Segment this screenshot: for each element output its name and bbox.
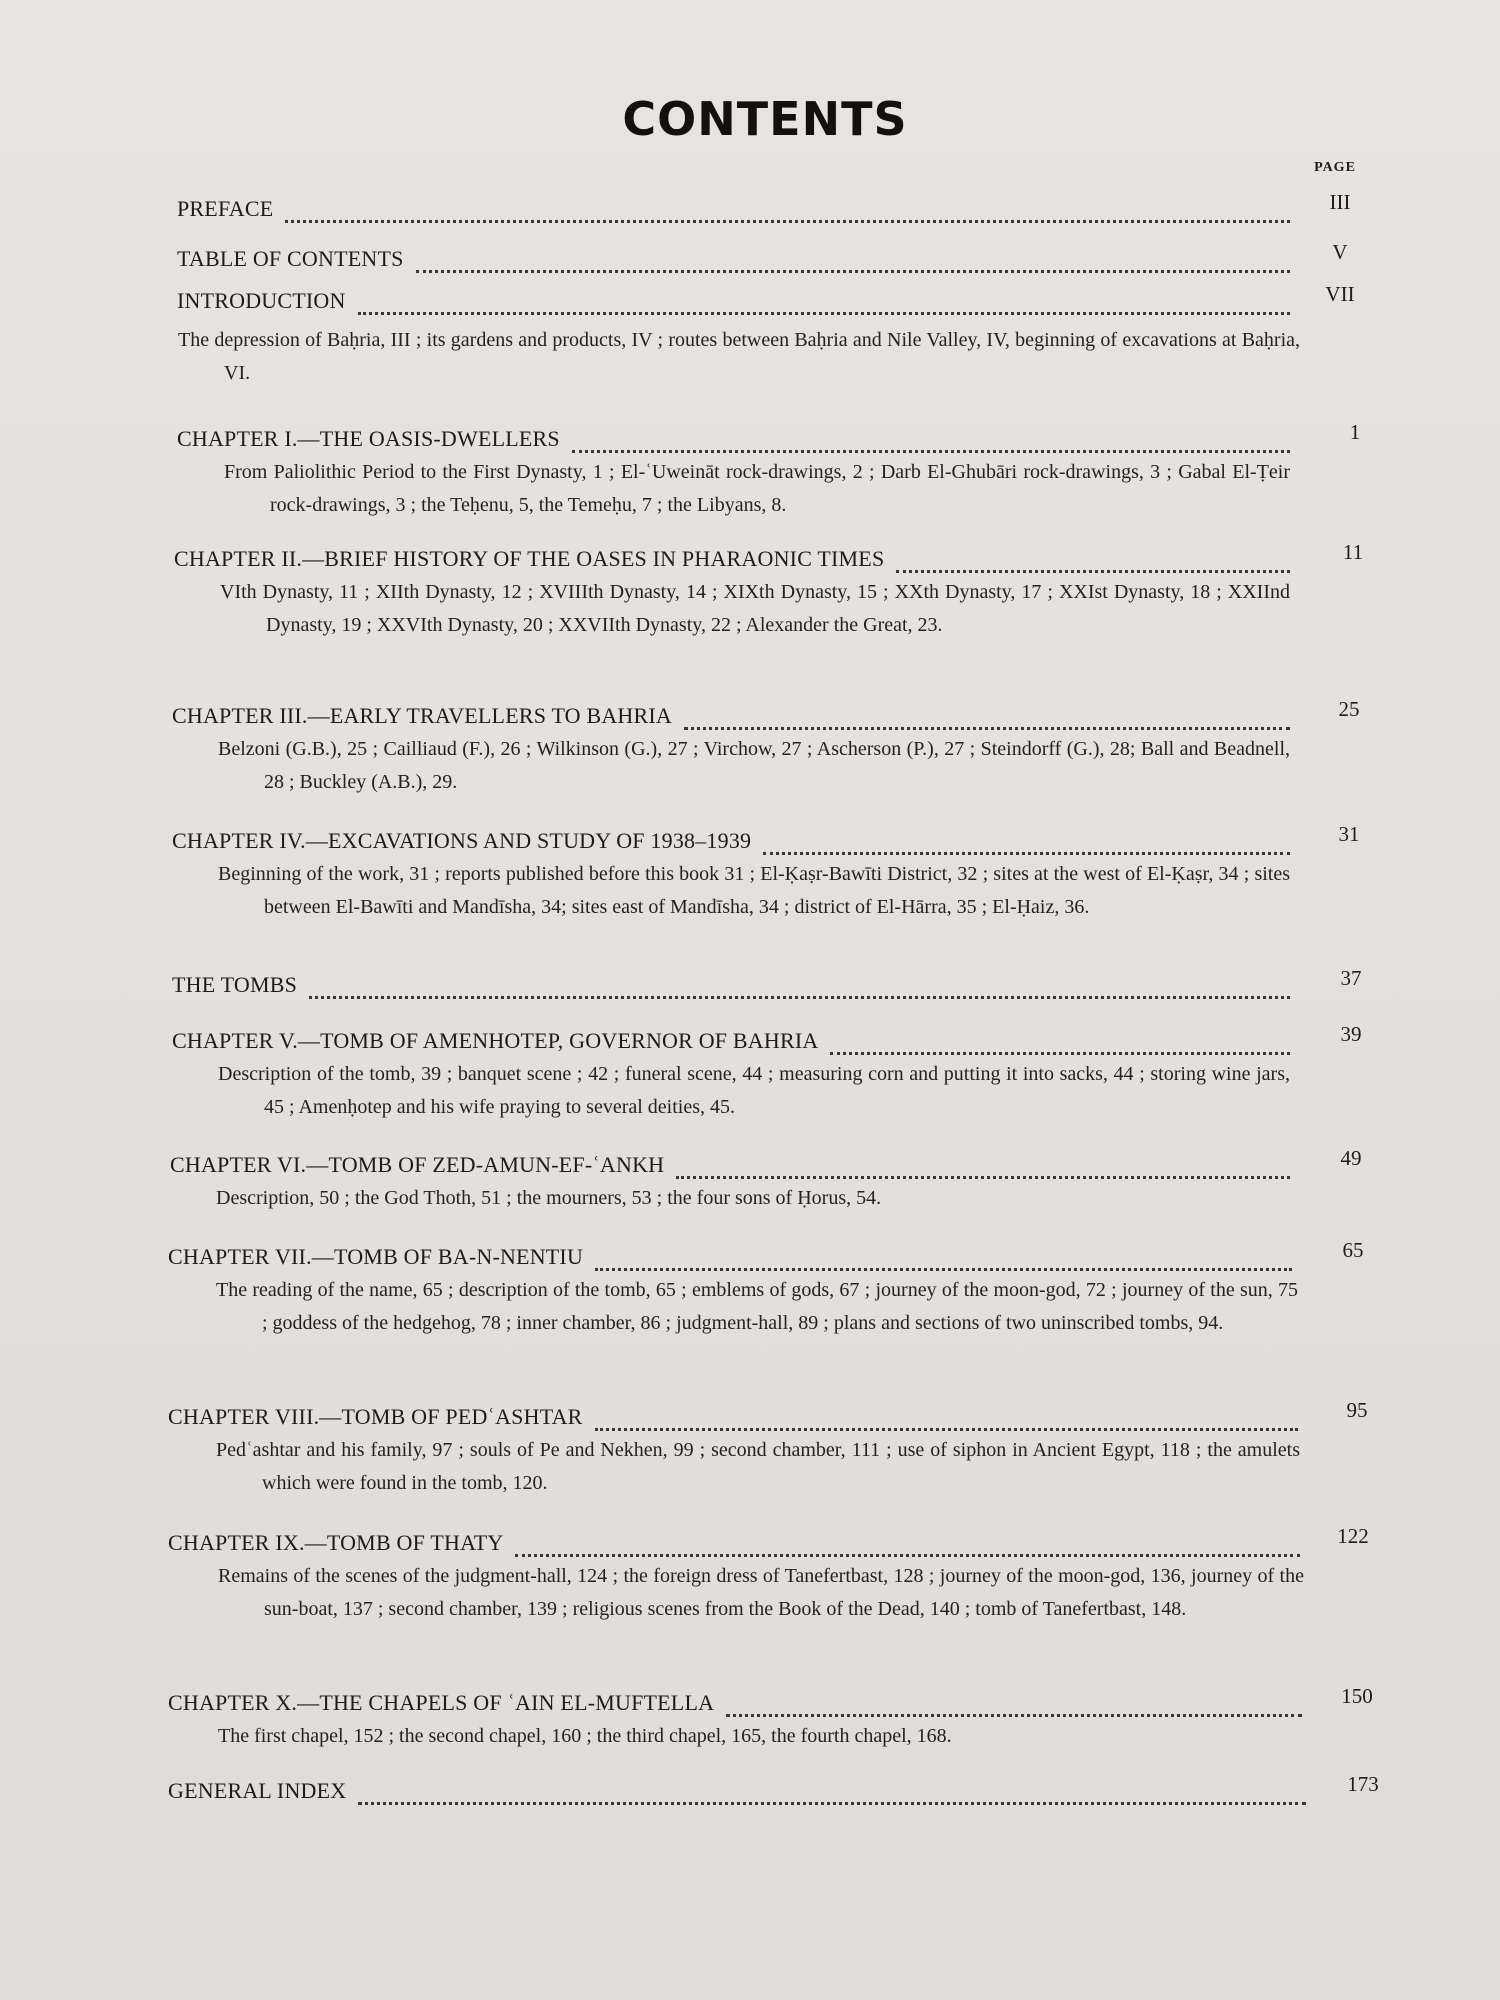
toc-heading: THE TOMBS <box>172 972 298 997</box>
toc-entry <box>0 240 1500 276</box>
toc-heading-line <box>0 420 1500 456</box>
toc-heading: INTRODUCTION <box>177 288 346 313</box>
toc-heading: TABLE OF CONTENTS <box>177 246 404 271</box>
toc-description: VIth Dynasty, 11 ; XIIth Dynasty, 12 ; XVIIIth Dynasty, 14 ; XIXth Dynasty, 15 ; XXth Dynasty, 17 ; XXIst Dynasty, 18 ; XXIInd Dynasty, 19 ; XXVIth Dynasty, 20 ; XXVIIth Dynasty, 22 ; Alexander the Great, 23. <box>220 581 1290 636</box>
dot-leader <box>763 842 1290 855</box>
toc-heading: CHAPTER X.—THE CHAPELS OF ʿAIN EL-MUFTELLA <box>168 1690 715 1715</box>
toc-page-number: 65 <box>1342 1238 1364 1262</box>
toc-heading: CHAPTER V.—TOMB OF AMENHOTEP, GOVERNOR OF BAHRIA <box>172 1028 819 1053</box>
toc-heading: CHAPTER VIII.—TOMB OF PEDʿASHTAR <box>168 1404 583 1429</box>
toc-entry <box>0 420 1500 522</box>
toc-description: Beginning of the work, 31 ; reports published before this book 31 ; El-Ḳaṣr-Bawīti District, 32 ; sites at the west of El-Ḳaṣr, 34 ; sites between El-Bawīti and Mandīsha, 34; sites east of Mandīsha, 34 ; district of El-Hārra, 35 ; El-Ḥaiz, 36. <box>218 863 1290 918</box>
toc-description: Pedʿashtar and his family, 97 ; souls of Pe and Nekhen, 99 ; second chamber, 111 ; use of siphon in Ancient Egypt, 118 ; the amulets which were found in the tomb, 120. <box>216 1439 1300 1494</box>
toc-entry <box>0 1772 1500 1808</box>
toc-heading: CHAPTER II.—BRIEF HISTORY OF THE OASES IN PHARAONIC TIMES <box>174 546 885 571</box>
dot-leader <box>595 1258 1292 1271</box>
toc-page-number: 122 <box>1337 1524 1369 1548</box>
toc-heading: CHAPTER VII.—TOMB OF BA-N-NENTIU <box>168 1244 584 1269</box>
dot-leader <box>676 1166 1290 1179</box>
toc-heading: CHAPTER III.—EARLY TRAVELLERS TO BAHRIA <box>172 703 673 728</box>
toc-description: Description of the tomb, 39 ; banquet scene ; 42 ; funeral scene, 44 ; measuring corn and putting it into sacks, 44 ; storing wine jars, 45 ; Amenḥotep and his wife praying to several deities, 45. <box>218 1063 1290 1118</box>
toc-entry <box>0 1684 1500 1753</box>
toc-page-number: 1 <box>1349 420 1361 444</box>
toc-page-number: 173 <box>1347 1772 1379 1796</box>
toc-description: The first chapel, 152 ; the second chapel, 160 ; the third chapel, 165, the fourth chapel, 168. <box>218 1725 952 1747</box>
toc-heading-line <box>0 697 1500 733</box>
toc-heading-line <box>0 1684 1500 1720</box>
toc-page-number: 150 <box>1341 1684 1373 1708</box>
toc-description: The depression of Baḥria, III ; its gardens and products, IV ; routes between Baḥria and Nile Valley, IV, beginning of excavations at Baḥria, VI. <box>178 329 1300 384</box>
toc-page-number: V <box>1332 240 1348 264</box>
toc-entry <box>0 966 1500 1002</box>
toc-heading-line <box>0 540 1500 576</box>
toc-page-number: 37 <box>1340 966 1362 990</box>
toc-entry <box>0 1398 1500 1500</box>
toc-page-number: 49 <box>1340 1146 1362 1170</box>
toc-entry <box>0 697 1500 799</box>
toc-page-number: III <box>1329 190 1351 214</box>
toc-heading-line <box>0 966 1500 1002</box>
toc-heading-line <box>0 1238 1500 1274</box>
dot-leader <box>416 260 1290 273</box>
toc-entry <box>0 1238 1500 1340</box>
toc-description: Belzoni (G.B.), 25 ; Cailliaud (F.), 26 ; Wilkinson (G.), 27 ; Virchow, 27 ; Ascherson (P.), 27 ; Steindorff (G.), 28; Ball and Beadnell, 28 ; Buckley (A.B.), 29. <box>218 738 1290 793</box>
toc-page-number: 31 <box>1338 822 1360 846</box>
toc-heading: CHAPTER IV.—EXCAVATIONS AND STUDY OF 1938–1939 <box>172 828 752 853</box>
toc-heading-line <box>0 240 1500 276</box>
toc-description: From Paliolithic Period to the First Dynasty, 1 ; El-ʿUweināt rock-drawings, 2 ; Darb El-Ghubāri rock-drawings, 3 ; Gabal El-Ṭeir rock-drawings, 3 ; the Teḥenu, 5, the Temeḥu, 7 ; the Libyans, 8. <box>224 461 1290 516</box>
toc-entry <box>0 1524 1500 1626</box>
toc-entry <box>0 190 1500 226</box>
toc-page-number: 39 <box>1340 1022 1362 1046</box>
toc-entry <box>0 822 1500 924</box>
toc-heading: GENERAL INDEX <box>168 1778 347 1803</box>
toc-heading-line <box>0 1772 1500 1808</box>
toc-heading-line <box>0 822 1500 858</box>
dot-leader <box>309 986 1290 999</box>
dot-leader <box>285 210 1290 223</box>
dot-leader <box>358 302 1290 315</box>
toc-heading: CHAPTER VI.—TOMB OF ZED-AMUN-EF-ʿANKH <box>170 1152 665 1177</box>
toc-heading: CHAPTER I.—THE OASIS-DWELLERS <box>177 426 560 451</box>
dot-leader <box>830 1042 1290 1055</box>
dot-leader <box>515 1544 1300 1557</box>
toc-entry <box>0 540 1500 642</box>
toc-page-number: 95 <box>1346 1398 1368 1422</box>
page-title: CONTENTS <box>622 92 908 146</box>
toc-heading: PREFACE <box>177 196 274 221</box>
toc-heading-line <box>0 282 1500 318</box>
toc-entry <box>0 282 1500 384</box>
toc-heading-line <box>0 1022 1500 1058</box>
dot-leader <box>726 1704 1302 1717</box>
toc-heading-line <box>0 190 1500 226</box>
dot-leader <box>595 1418 1298 1431</box>
toc-page-number: VII <box>1325 282 1355 306</box>
toc-page-number: 25 <box>1338 697 1360 721</box>
dot-leader <box>572 440 1290 453</box>
toc-entry <box>0 1022 1500 1124</box>
dot-leader <box>358 1792 1306 1805</box>
toc-page-number: 11 <box>1342 540 1364 564</box>
toc-heading-line <box>0 1398 1500 1434</box>
toc-description: The reading of the name, 65 ; description of the tomb, 65 ; emblems of gods, 67 ; journey of the moon-god, 72 ; journey of the sun, 75 ; goddess of the hedgehog, 78 ; inner chamber, 86 ; judgment-hall, 89 ; plans and sections of two uninscribed tombs, 94. <box>216 1279 1298 1334</box>
dot-leader <box>684 717 1290 730</box>
toc-heading: CHAPTER IX.—TOMB OF THATY <box>168 1530 504 1555</box>
toc-description: Remains of the scenes of the judgment-hall, 124 ; the foreign dress of Tanefertbast, 128 ; journey of the moon-god, 136, journey of the sun-boat, 137 ; second chamber, 139 ; religious scenes from the Book of the Dead, 140 ; tomb of Tanefertbast, 148. <box>218 1565 1304 1620</box>
toc-heading-line <box>0 1524 1500 1560</box>
dot-leader <box>896 560 1290 573</box>
toc-heading-line <box>0 1146 1500 1182</box>
page-column-label: PAGE <box>1314 160 1356 175</box>
toc-description: Description, 50 ; the God Thoth, 51 ; the mourners, 53 ; the four sons of Ḥorus, 54. <box>216 1187 882 1209</box>
toc-entry <box>0 1146 1500 1215</box>
